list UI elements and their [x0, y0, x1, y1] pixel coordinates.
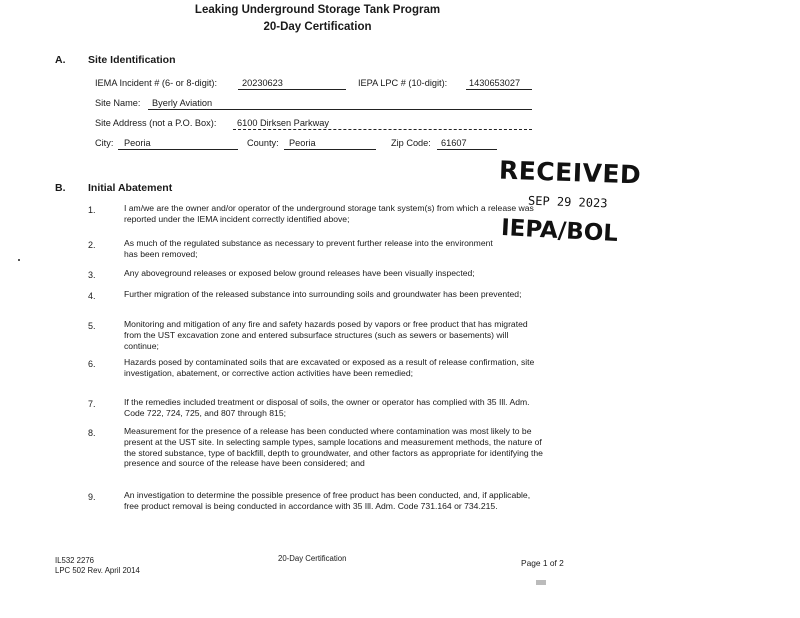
item-6-number: 6.	[88, 359, 96, 369]
footer-revision: LPC 502 Rev. April 2014	[55, 566, 140, 575]
city-value: Peoria	[124, 138, 151, 148]
scan-mark	[536, 580, 546, 585]
document-title: Leaking Underground Storage Tank Program	[194, 4, 441, 16]
item-2-number: 2.	[88, 240, 96, 250]
item-8-text: Measurement for the presence of a release has been conducted where contamination was most likely to be present at the UST site. In selecting sample types, sample locations and measurement methods, the nature of the stored substance, type of backfill, depth to groundwater, and other factors as appropriate for identifying the presence and source of the release have been considered; and	[124, 426, 543, 469]
site-name-underline	[148, 109, 532, 110]
city-underline	[118, 149, 238, 150]
site-address-underline	[233, 129, 532, 130]
item-2-text: As much of the regulated substance as necessary to prevent further release into the environment has been removed;	[124, 238, 493, 259]
county-label: County:	[247, 138, 279, 148]
zip-code-underline	[437, 149, 497, 150]
site-name-label: Site Name:	[95, 98, 141, 108]
section-a-letter: A.	[55, 54, 66, 66]
item-3-text: Any aboveground releases or exposed below ground releases have been visually inspected;	[124, 268, 475, 278]
section-a-title: Site Identification	[88, 54, 176, 66]
item-5-text: Monitoring and mitigation of any fire and safety hazards posed by vapors or free product that has migrated from the UST excavation zone and entered subsurface structures (such as sewers or basements) will continue;	[124, 319, 528, 351]
item-1-text: I am/we are the owner and/or operator of the underground storage tank system(s) from which a release was reported under the IEMA incident correctly identified above;	[124, 203, 534, 224]
iepa-lpc-value: 1430653027	[469, 78, 521, 88]
item-4-number: 4.	[88, 291, 96, 301]
zip-code-value: 61607	[441, 138, 467, 148]
received-stamp: RECEIVED	[498, 155, 642, 190]
item-5-number: 5.	[88, 321, 96, 331]
received-stamp-agency: IEPA/BOL	[500, 214, 619, 248]
item-1-number: 1.	[88, 205, 96, 215]
site-address-label: Site Address (not a P.O. Box):	[95, 118, 217, 128]
iepa-lpc-label: IEPA LPC # (10-digit):	[358, 78, 448, 88]
iepa-lpc-underline	[466, 89, 532, 90]
item-3-number: 3.	[88, 270, 96, 280]
iema-incident-label: IEMA Incident # (6- or 8-digit):	[95, 78, 218, 88]
section-b-letter: B.	[55, 182, 66, 194]
site-name-value: Byerly Aviation	[152, 98, 213, 108]
item-6-text: Hazards posed by contaminated soils that are excavated or exposed as a result of release confirmation, site investigation, abatement, or corrective action activities have been remedied;	[124, 357, 535, 378]
footer-form-code: IL532 2276	[55, 556, 95, 565]
site-address-value: 6100 Dirksen Parkway	[237, 118, 329, 128]
county-value: Peoria	[289, 138, 316, 148]
iema-incident-value: 20230623	[242, 78, 283, 88]
item-9-number: 9.	[88, 492, 96, 502]
scan-dot	[18, 259, 20, 261]
item-9-text: An investigation to determine the possible presence of free product has been conducted, and, if applicable, free product removal is being conducted in accordance with 35 Ill. Adm. Code 731.164 or 734.215.	[124, 490, 531, 511]
footer-title: 20-Day Certification	[278, 554, 347, 563]
footer-page-number: Page 1 of 2	[521, 558, 564, 568]
county-underline	[284, 149, 376, 150]
document-subtitle: 20-Day Certification	[263, 21, 372, 33]
item-4-text: Further migration of the released substance into surrounding soils and groundwater has been prevented;	[124, 289, 522, 299]
zip-code-label: Zip Code:	[391, 138, 431, 148]
city-label: City:	[95, 138, 114, 148]
item-7-text: If the remedies included treatment or disposal of soils, the owner or operator has complied with 35 Ill. Adm. Code 722, 724, 725, and 807 through 815;	[124, 397, 530, 418]
item-7-number: 7.	[88, 399, 96, 409]
iema-incident-underline	[238, 89, 346, 90]
item-8-number: 8.	[88, 428, 96, 438]
received-stamp-date: SEP 29 2023	[527, 193, 608, 211]
section-b-title: Initial Abatement	[88, 182, 173, 194]
